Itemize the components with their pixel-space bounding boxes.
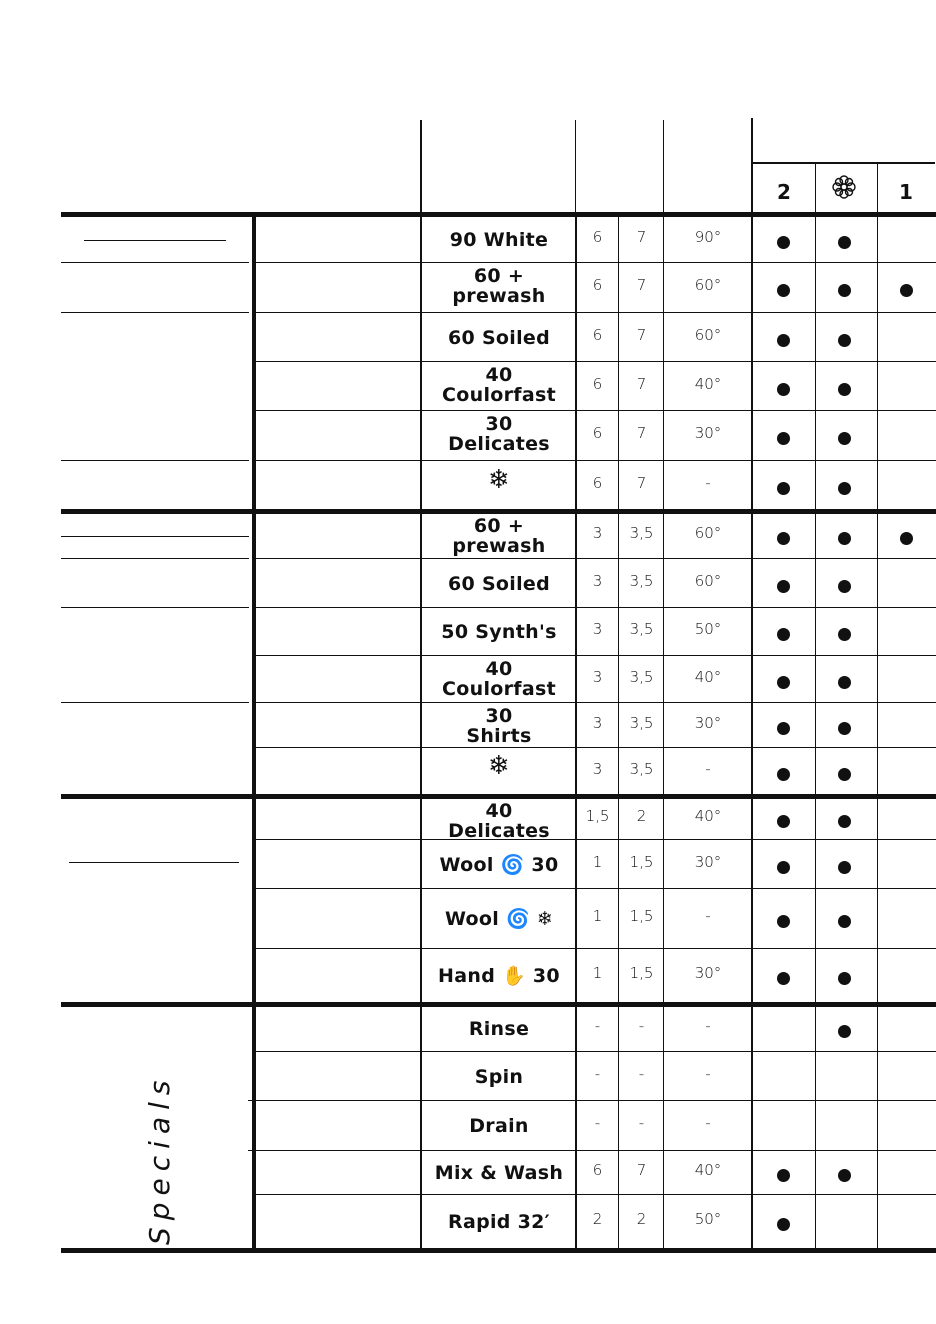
load-b: 7 [636, 375, 647, 393]
load-a: 2 [592, 1210, 603, 1228]
load-a: 3 [592, 668, 603, 686]
temperature: 40° [694, 807, 722, 825]
row-line [256, 312, 936, 313]
load-a: 1 [592, 907, 603, 925]
left-line [69, 862, 239, 863]
load-b: 7 [636, 424, 647, 442]
row-line [256, 948, 936, 949]
dot-2 [777, 284, 790, 297]
program-name: ❄ [487, 465, 511, 495]
temperature: 40° [694, 375, 722, 393]
load-a: 6 [592, 276, 603, 294]
load-b: 1,5 [629, 964, 654, 982]
dot-1 [900, 284, 913, 297]
left-col-border [252, 212, 256, 1252]
dot-flower [838, 676, 851, 689]
dot-flower [838, 815, 851, 828]
left-line [84, 240, 226, 241]
left-line [61, 702, 249, 703]
dot2-col-border [815, 212, 816, 1252]
program-name: Spin [474, 1066, 524, 1088]
row-line [256, 410, 936, 411]
program-name: 40 Coulorfast [442, 364, 556, 406]
program-name: 40 Coulorfast [442, 658, 556, 700]
load-b: 3,5 [629, 668, 654, 686]
load-b: 7 [636, 326, 647, 344]
header-divider-2 [575, 120, 576, 215]
load-b: - [638, 1017, 645, 1035]
row-line [256, 839, 936, 840]
dot-2 [777, 861, 790, 874]
dot-2 [777, 482, 790, 495]
row-line [256, 747, 936, 748]
header-divider-3 [663, 120, 664, 215]
program-name: Hand ✋ 30 [438, 965, 560, 987]
dot-2 [777, 532, 790, 545]
temperature: - [705, 1017, 711, 1035]
load-b: 7 [636, 474, 647, 492]
temperature: - [705, 474, 711, 492]
load-b: 2 [636, 807, 647, 825]
program-name: Mix & Wash [434, 1162, 564, 1184]
load-a: 6 [592, 326, 603, 344]
load-b: 2 [636, 1210, 647, 1228]
dot-1 [900, 532, 913, 545]
load-b: 3,5 [629, 524, 654, 542]
dot-flower [838, 482, 851, 495]
load-b: - [638, 1065, 645, 1083]
load-a: 3 [592, 760, 603, 778]
load-a: 6 [592, 474, 603, 492]
header-divider-5 [815, 162, 816, 215]
dot-flower [838, 972, 851, 985]
row-line [256, 1194, 936, 1195]
left-line [61, 312, 249, 313]
dot-2 [777, 628, 790, 641]
dot-2 [777, 676, 790, 689]
dot-flower [838, 768, 851, 781]
dot-flower [838, 432, 851, 445]
header-divider-6 [877, 162, 878, 215]
temperature: - [705, 1065, 711, 1083]
temperature: 30° [694, 424, 722, 442]
dot-2 [777, 815, 790, 828]
load-b: 7 [636, 1161, 647, 1179]
dot-flower [838, 1169, 851, 1182]
row-line [256, 361, 936, 362]
row-line [256, 1051, 936, 1052]
temperature: 30° [694, 853, 722, 871]
dot-2 [777, 768, 790, 781]
dot-flower [838, 334, 851, 347]
temperature: 30° [694, 714, 722, 732]
program-name: 30 Delicates [448, 413, 550, 455]
dot-flower [838, 236, 851, 249]
row-line [256, 262, 936, 263]
dot-flower [838, 722, 851, 735]
load-a: - [594, 1017, 601, 1035]
header-divider-1 [420, 120, 422, 215]
flower-icon [831, 174, 857, 200]
row-line [256, 655, 936, 656]
temperature: 40° [694, 668, 722, 686]
dot-flower [838, 383, 851, 396]
left-line [61, 460, 249, 461]
dot-col-border [751, 212, 753, 1252]
temperature: 60° [694, 276, 722, 294]
load-a: 6 [592, 375, 603, 393]
section-border [61, 509, 936, 514]
dot-2 [777, 1169, 790, 1182]
left-line [61, 607, 249, 608]
program-name: 90 White [449, 229, 549, 251]
temperature: 60° [694, 572, 722, 590]
load-a: 1 [592, 964, 603, 982]
load-b: 1,5 [629, 907, 654, 925]
dot-flower [838, 915, 851, 928]
row-line [256, 607, 936, 608]
load-a: 1 [592, 853, 603, 871]
load-b: 3,5 [629, 714, 654, 732]
load-a: 3 [592, 572, 603, 590]
program-name: Rapid 32′ [448, 1211, 550, 1233]
load-a: 1,5 [585, 807, 610, 825]
temperature: - [705, 760, 711, 778]
dot-2 [777, 722, 790, 735]
dot-flower [838, 580, 851, 593]
load-b: 3,5 [629, 572, 654, 590]
row-line [248, 1150, 936, 1151]
row-line [256, 558, 936, 559]
load-b: 3,5 [629, 620, 654, 638]
temperature: 50° [694, 1210, 722, 1228]
dot-flower [838, 532, 851, 545]
temperature: 40° [694, 1161, 722, 1179]
section-border [61, 794, 936, 799]
load-b: 7 [636, 276, 647, 294]
dot-flower [838, 861, 851, 874]
temperature: 90° [694, 228, 722, 246]
dot-2 [777, 1218, 790, 1231]
b-col-border [618, 212, 619, 1252]
dot3-col-border [877, 212, 878, 1252]
load-a: - [594, 1114, 601, 1132]
program-name: 60 + prewash [452, 265, 546, 307]
row-line [256, 888, 936, 889]
program-name: 60 + prewash [452, 515, 546, 557]
program-name: 50 Synth's [441, 621, 557, 643]
dot-2 [777, 383, 790, 396]
load-b: 1,5 [629, 853, 654, 871]
dot-flower [838, 1025, 851, 1038]
dot-flower [838, 628, 851, 641]
row-line [248, 1100, 936, 1101]
load-b: - [638, 1114, 645, 1132]
dot-2 [777, 334, 790, 347]
program-name: Rinse [468, 1018, 530, 1040]
left-line [61, 262, 249, 263]
row-line [256, 460, 936, 461]
left-line [61, 536, 249, 537]
header-divider-4 [751, 118, 753, 215]
program-name: Wool 🌀 ❄ [444, 908, 554, 930]
program-name: Drain [469, 1115, 529, 1137]
dot-2 [777, 236, 790, 249]
table-top-border [61, 212, 936, 217]
row-line [256, 702, 936, 703]
program-name: 40 Delicates [448, 800, 550, 842]
dot-2 [777, 432, 790, 445]
col-header-2: 2 [777, 180, 791, 204]
load-b: 3,5 [629, 760, 654, 778]
load-a: 6 [592, 424, 603, 442]
specials-label: Specials [143, 1073, 176, 1245]
program-name: ❄ [487, 751, 511, 781]
load-a: 6 [592, 1161, 603, 1179]
temperature: - [705, 1114, 711, 1132]
program-name: 30 Shirts [466, 705, 532, 747]
temperature: 30° [694, 964, 722, 982]
section-border [61, 1002, 936, 1007]
load-b: 7 [636, 228, 647, 246]
temperature: - [705, 907, 711, 925]
temperature: 50° [694, 620, 722, 638]
col-header-1: 1 [899, 180, 913, 204]
load-a: 6 [592, 228, 603, 246]
program-name: 60 Soiled [447, 327, 550, 349]
load-a: - [594, 1065, 601, 1083]
dot-2 [777, 580, 790, 593]
load-a: 3 [592, 524, 603, 542]
temperature: 60° [694, 524, 722, 542]
dot-2 [777, 915, 790, 928]
load-a: 3 [592, 714, 603, 732]
load-a: 3 [592, 620, 603, 638]
dot-flower [838, 284, 851, 297]
temp-col-border [663, 212, 664, 1252]
program-name: Wool 🌀 30 [439, 854, 559, 876]
header-subline [751, 162, 935, 164]
temperature: 60° [694, 326, 722, 344]
table-bottom-border [61, 1248, 936, 1253]
dot-2 [777, 972, 790, 985]
left-line [61, 558, 249, 559]
program-name: 60 Soiled [447, 573, 550, 595]
